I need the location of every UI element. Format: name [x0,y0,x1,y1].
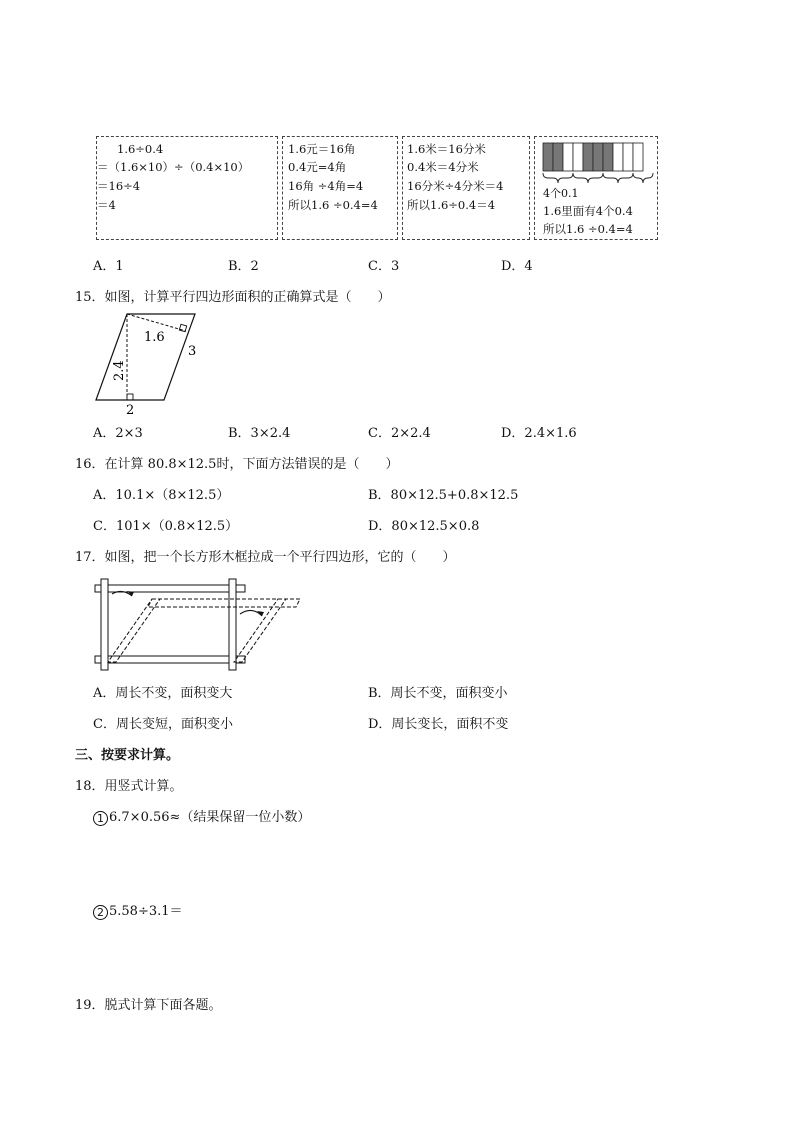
method-box-3 [402,136,530,240]
method-4-line-3: 所以1.6 ÷0.4=4 [543,222,633,236]
q18-item-2 [93,904,183,920]
label-height: 2.4 [112,360,127,381]
label-base: 2 [126,403,135,418]
q16-stem: 16．在计算 80.8×12.5时，下面方法错误的是（ ） [75,457,399,472]
parallelogram-figure [90,306,210,418]
strip-cell-3 [563,143,573,171]
brace-1 [543,173,573,183]
q16-option-d[interactable]: D．80×12.5×0.8 [368,519,480,534]
strip-cell-10 [633,143,643,171]
q18-item-1 [93,810,310,826]
method-box-1 [96,136,278,240]
method-4-line-2: 1.6里面有4个0.4 [543,204,633,218]
method-1-line-1: 1.6÷0.4 [117,142,164,156]
wooden-frame-figure [90,574,310,674]
strip-cell-7 [603,143,613,171]
right-post [229,579,236,670]
q18-stem: 18．用竖式计算。 [75,779,183,794]
method-2-line-3: 16角 ÷4角=4 [288,179,364,193]
method-box-2 [282,136,398,240]
pulled-left-post [108,599,160,662]
q17-option-b[interactable]: B．周长不变，面积变小 [368,686,508,701]
left-post [101,579,108,670]
right-angle-mark-base [127,394,133,400]
q16-option-a[interactable]: A．10.1×（8×12.5） [93,488,230,503]
brace-2 [573,173,603,183]
q14-option-b[interactable]: B．2 [228,259,259,274]
strip-cell-4 [573,143,583,171]
q16-option-c[interactable]: C．101×（0.8×12.5） [93,519,239,534]
method-1-line-3: ＝16÷4 [97,179,141,193]
strip-cell-9 [623,143,633,171]
q17-stem: 17．如图，把一个长方形木框拉成一个平行四边形，它的（ ） [75,550,456,565]
q16-option-b[interactable]: B．80×12.5+0.8×12.5 [368,488,519,503]
method-3-line-2: 0.4米＝4分米 [407,160,479,174]
q19-stem: 19．脱式计算下面各题。 [75,998,222,1013]
q15-option-a[interactable]: A．2×3 [93,426,143,441]
height-line-perpendicular [127,314,186,331]
q15-option-c[interactable]: C．2×2.4 [368,426,431,441]
strip-cell-2 [553,143,563,171]
circled-number-1: 1 [93,811,108,826]
method-3-line-3: 16分米÷4分米＝4 [407,179,504,193]
method-4-line-1: 4个0.1 [543,187,579,200]
q14-option-c[interactable]: C．3 [368,259,400,274]
tenths-strip-figure [535,137,657,187]
section-3-heading: 三、按要求计算。 [75,748,180,763]
label-side: 3 [188,344,197,359]
method-2-line-1: 1.6元＝16角 [288,142,356,156]
method-1-line-2: ＝（1.6×10）÷（0.4×10） [97,160,250,174]
method-3-line-1: 1.6米＝16分米 [407,142,486,156]
q17-option-c[interactable]: C．周长变短，面积变小 [93,717,233,732]
label-top: 1.6 [144,330,165,345]
brace-3 [603,173,633,183]
strip-cell-5 [583,143,593,171]
q14-option-a[interactable]: A．1 [93,259,124,274]
q15-stem: 15．如图，计算平行四边形面积的正确算式是（ ） [75,290,391,305]
strip-cell-6 [593,143,603,171]
strip-cell-1 [543,143,553,171]
method-2-line-4: 所以1.6 ÷0.4=4 [288,198,378,212]
q18-item-2-text: 5.58÷3.1＝ [109,904,183,919]
right-angle-mark-side [179,324,186,331]
method-2-line-2: 0.4元=4角 [288,160,347,174]
method-3-line-4: 所以1.6÷0.4＝4 [407,198,496,212]
q14-option-d[interactable]: D．4 [501,259,533,274]
q18-item-1-text: 6.7×0.56≈（结果保留一位小数） [109,810,311,825]
method-box-4 [534,136,658,240]
circled-number-2: 2 [93,905,108,920]
q17-option-a[interactable]: A．周长不变，面积变大 [93,686,233,701]
top-bar [95,585,245,592]
strip-cell-8 [613,143,623,171]
q15-option-b[interactable]: B．3×2.4 [228,426,291,441]
q15-option-d[interactable]: D．2.4×1.6 [501,426,577,441]
q17-option-d[interactable]: D．周长变长，面积不变 [368,717,509,732]
brace-4 [633,173,653,183]
pulled-right-post [234,599,286,662]
method-1-line-4: ＝4 [97,198,116,212]
